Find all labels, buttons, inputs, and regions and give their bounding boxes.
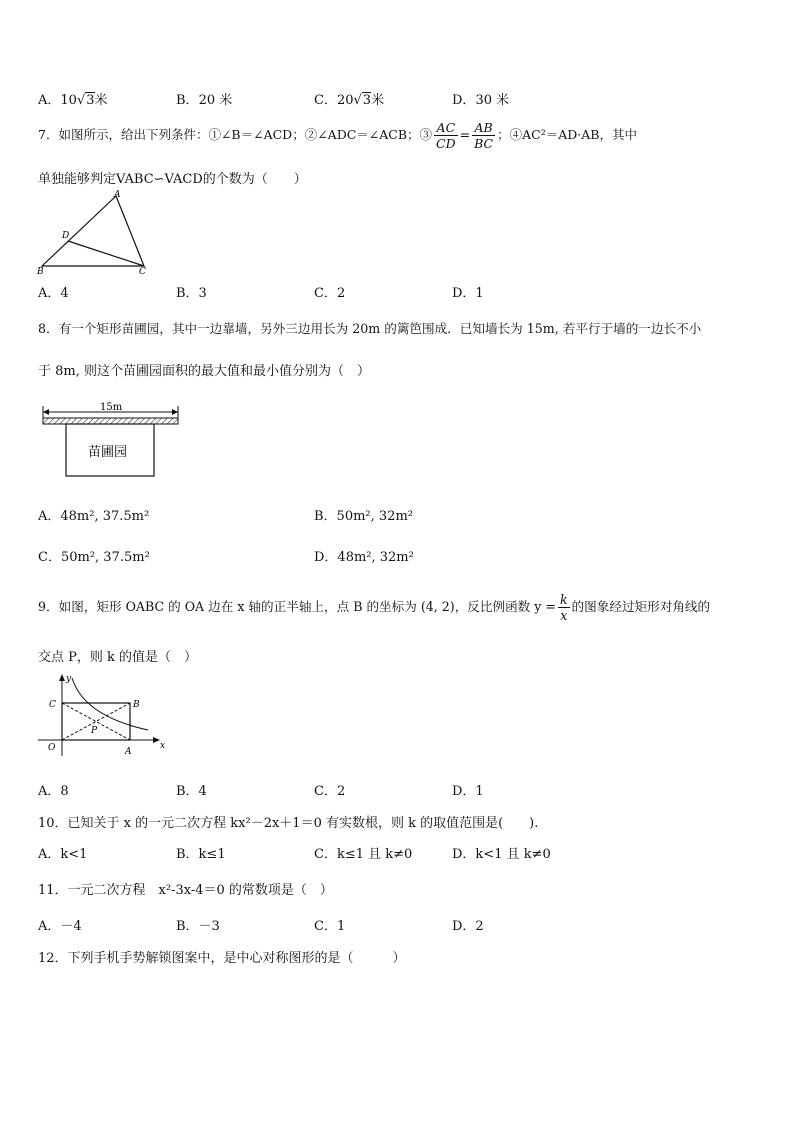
- q10-option-b: B．k≤1: [176, 847, 226, 862]
- q11-option-a: A．－4: [38, 919, 82, 934]
- q8-nursery-label: 苗圃园: [88, 445, 128, 460]
- q8-option-b: B．50m², 32m²: [314, 509, 413, 524]
- q9-fraction-k-x: $\frac{k}{x}$: [559, 592, 568, 623]
- q7-label-a: A: [114, 190, 121, 200]
- q7-option-b: B．3: [176, 286, 207, 301]
- q9-option-d: D．1: [452, 784, 484, 799]
- q7-triangle-figure: [36, 188, 156, 276]
- q10-stem: 10．已知关于 x 的一元二次方程 kx²－2x＋1＝0 有实数根，则 k 的取值范围是( ).: [38, 816, 539, 831]
- q6-option-b: B．20 米: [176, 93, 233, 108]
- q9-stem-line1: 9．如图，矩形 OABC 的 OA 边在 x 轴的正半轴上，点 B 的坐标为 (4, 2)，反比例函数 y = $\frac{k}{x}$ 的图象经过矩形对角线的: [38, 592, 711, 623]
- q8-wall-length-label: 15m: [100, 402, 123, 413]
- q8-stem-line1: 8．有一个矩形苗圃园，其中一边靠墙，另外三边用长为 20m 的篱笆围成．已知墙长为 15m, 若平行于墙的一边长不小: [38, 321, 702, 336]
- q8-option-a: A．48m², 37.5m²: [38, 509, 150, 524]
- q6-option-d: D．30 米: [452, 93, 510, 108]
- q7-option-c: C．2: [314, 286, 346, 301]
- q8-stem-line2: 于 8m, 则这个苗圃园面积的最大值和最小值分别为（ ）: [38, 364, 370, 379]
- q7-stem-line1: 7．如图所示，给出下列条件：①∠B＝∠ACD；②∠ADC＝∠ACB；③ $\frac{AC}{CD}$ = $\frac{AB}{BC}$ ；④AC²＝AD·AB，其中: [38, 120, 637, 151]
- q9-option-c: C．2: [314, 784, 346, 799]
- q6-option-c: C．20√3米: [314, 93, 385, 108]
- q9-label-y: y: [66, 674, 72, 684]
- q12-stem: 12．下列手机手势解锁图案中，是中心对称图形的是（ ）: [38, 951, 406, 966]
- q11-option-b: B．－3: [176, 919, 220, 934]
- q9-stem-line2: 交点 P，则 k 的值是（ ）: [38, 650, 198, 665]
- q11-option-c: C．1: [314, 919, 346, 934]
- q9-label-x: x: [160, 741, 166, 751]
- q8-option-d: D．48m², 32m²: [314, 550, 414, 565]
- q10-option-a: A．k<1: [38, 847, 88, 862]
- q9-label-c: C: [49, 700, 56, 710]
- q9-label-a: A: [125, 747, 132, 757]
- q10-option-c: C．k≤1 且 k≠0: [314, 847, 413, 862]
- q9-option-a: A．8: [38, 784, 69, 799]
- q7-fraction-ac-cd: $\frac{AC}{CD}$: [436, 120, 456, 151]
- q7-label-c: C: [139, 267, 146, 276]
- q6-option-a: A．10√3米: [38, 93, 108, 108]
- q8-wall: [43, 418, 178, 424]
- q7-label-d: D: [62, 231, 70, 241]
- q9-option-b: B．4: [176, 784, 207, 799]
- q11-stem: 11．一元二次方程 x²-3x-4＝0 的常数项是（ ）: [38, 883, 333, 898]
- q10-option-d: D．k<1 且 k≠0: [452, 847, 551, 862]
- q7-option-a: A．4: [38, 286, 69, 301]
- q8-nursery-figure: [38, 400, 188, 484]
- q7-option-d: D．1: [452, 286, 484, 301]
- q7-stem-line2: 单独能够判定VABC∽VACD的个数为（ ）: [38, 172, 307, 187]
- q7-fraction-ab-bc: $\frac{AB}{BC}$: [474, 120, 494, 151]
- q9-label-p: P: [91, 726, 98, 736]
- q11-option-d: D．2: [452, 919, 484, 934]
- q9-label-o: O: [48, 743, 56, 753]
- q9-label-b: B: [133, 700, 140, 710]
- q8-option-c: C．50m², 37.5m²: [38, 550, 150, 565]
- q9-coordinate-figure: [36, 672, 168, 760]
- q7-label-b: B: [37, 267, 44, 276]
